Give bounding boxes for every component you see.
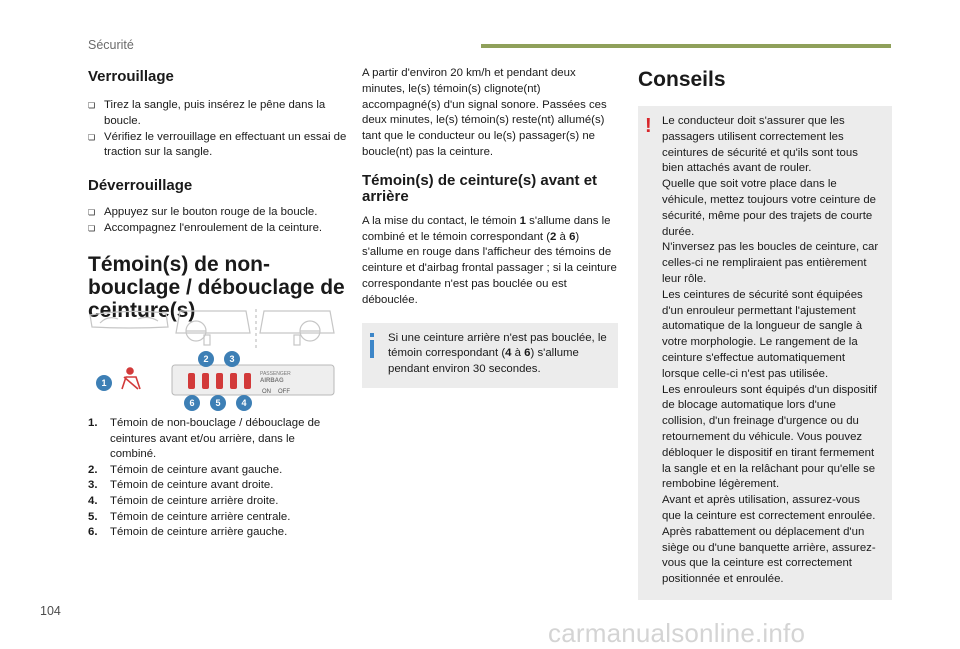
heading-conseils: Conseils bbox=[638, 68, 726, 91]
list-item: ❏ Appuyez sur le bouton rouge de la boucle. bbox=[88, 205, 348, 221]
callout-1: 1 bbox=[101, 378, 107, 388]
list-item: 6. Témoin de ceinture arrière gauche. bbox=[88, 526, 288, 539]
header-accent-bar bbox=[481, 44, 891, 48]
arriere-paragraph: A la mise du contact, le témoin 1 s'allume dans le combiné et le témoin correspondant (2 à 6) s'allume en rouge dans l'afficheur des témoins de ceinture et d'airbag frontal passager ; si la ceinture correspondante n'est pas bouclée ou est débouclée. bbox=[362, 214, 617, 306]
warning-exclamation-icon: ! bbox=[645, 115, 652, 137]
warning-paragraph: N'inversez pas les boucles de ceinture, car celles-ci ne rempliraient pas entièrement leur rôle. bbox=[662, 241, 879, 285]
callout-4: 4 bbox=[241, 398, 247, 408]
airbag-off-label: OFF bbox=[278, 389, 290, 395]
warning-box bbox=[638, 106, 892, 600]
warning-paragraph: Après rabattement ou déplacement d'un siège ou d'une banquette arrière, assurez-vous que la ceinture est correctement positionnée et enroulée. bbox=[662, 525, 876, 586]
checkbox-bullet-icon: ❏ bbox=[88, 208, 96, 218]
page-number: 104 bbox=[40, 604, 61, 618]
column-left bbox=[88, 66, 348, 322]
list-item: ❏ Vérifiez le verrouillage en effectuant un essai de traction sur la sangle. bbox=[88, 130, 348, 162]
heading-temoin-arriere: Témoin(s) de ceinture(s) avant et arrière bbox=[362, 171, 598, 205]
dashboard-left-sketch bbox=[176, 311, 250, 345]
seatbelt-reminder-icon bbox=[122, 368, 140, 389]
list-item: 4. Témoin de ceinture arrière droite. bbox=[88, 494, 279, 507]
callout-3: 3 bbox=[229, 354, 235, 364]
airbag-label-passenger: PASSENGER bbox=[260, 371, 291, 377]
section-header: Sécurité bbox=[88, 38, 134, 52]
checkbox-bullet-icon: ❏ bbox=[88, 132, 96, 142]
instrument-cluster-sketch bbox=[90, 311, 168, 328]
column-middle bbox=[362, 66, 618, 388]
list-item: 5. Témoin de ceinture arrière centrale. bbox=[88, 510, 291, 523]
heading-verrouillage: Verrouillage bbox=[88, 68, 174, 85]
warning-paragraph: Le conducteur doit s'assurer que les passagers utilisent correctement les ceintures de sécurité et qu'ils sont tous bien attachés avant de rouler. bbox=[662, 115, 858, 175]
warning-paragraph: Avant et après utilisation, assurez-vous que la ceinture est correctement enroulée. bbox=[662, 494, 876, 522]
list-deverrouillage bbox=[88, 205, 348, 237]
callout-5: 5 bbox=[215, 398, 221, 408]
warning-paragraph: Quelle que soit votre place dans le véhicule, mettez toujours votre ceinture de sécurité, même pour des trajets de courte durée. bbox=[662, 178, 877, 238]
seatbelt-diagram bbox=[88, 305, 338, 415]
list-item: ❏ Accompagnez l'enroulement de la ceinture. bbox=[88, 221, 348, 237]
list-verrouillage bbox=[88, 98, 348, 161]
intro-paragraph: A partir d'environ 20 km/h et pendant deux minutes, le(s) témoin(s) clignote(nt) accompagné(s) d'un signal sonore. Passées ces deux minutes, le(s) témoin(s) reste(nt) allumé(s) tant que le conducteur ou le(s) passager(s) ne boucle(nt) pas la ceinture. bbox=[362, 67, 607, 158]
seatbelt-warning-figure bbox=[88, 305, 338, 415]
checkbox-bullet-icon: ❏ bbox=[88, 101, 96, 110]
airbag-label: AIRBAG bbox=[260, 378, 284, 384]
airbag-on-label: ON bbox=[262, 389, 271, 395]
callout-2: 2 bbox=[203, 354, 209, 364]
warning-paragraph: Les enrouleurs sont équipés d'un dispositif de blocage automatique lors d'une collision, d'un freinage d'urgence ou du retournement du véhicule. Vous pouvez débloquer le dispositif en tirant fermement la sangle et en la relâchant pour qu'elle se rembobine légèrement. bbox=[662, 383, 877, 491]
watermark: carmanualsonline.info bbox=[548, 618, 806, 648]
info-box bbox=[362, 323, 618, 388]
callout-6: 6 bbox=[189, 398, 195, 408]
info-text: Si une ceinture arrière n'est pas bouclée, le témoin correspondant (4 à 6) s'allume pendant environ 30 secondes. bbox=[388, 331, 607, 376]
list-item: 3. Témoin de ceinture avant droite. bbox=[88, 479, 274, 492]
heading-temoin-non-bouclage: Témoin(s) de non- bouclage / débouclage de ceinture(s) bbox=[88, 252, 345, 322]
warning-panel bbox=[172, 365, 334, 395]
checkbox-bullet-icon: ❏ bbox=[88, 223, 96, 233]
list-item: 1. Témoin de non-bouclage / débouclage de ceintures avant et/ou arrière, dans le combiné. bbox=[88, 417, 321, 461]
warning-paragraph: Les ceintures de sécurité sont équipées d'un enrouleur permettant l'ajustement automatique de la longueur de sangle à votre morphologie. Le rangement de la ceinture s'effectue automatiquement lorsque celle-ci n'est pas utilisée. bbox=[662, 288, 863, 380]
dashboard-right-sketch bbox=[260, 311, 334, 345]
info-icon bbox=[370, 333, 374, 359]
column-right bbox=[638, 66, 892, 600]
heading-deverrouillage: Déverrouillage bbox=[88, 177, 193, 195]
list-item: 2. Témoin de ceinture avant gauche. bbox=[88, 463, 283, 476]
list-item: ❏ Tirez la sangle, puis insérez le pêne dans la boucle. bbox=[88, 98, 348, 130]
figure-legend bbox=[88, 416, 338, 541]
